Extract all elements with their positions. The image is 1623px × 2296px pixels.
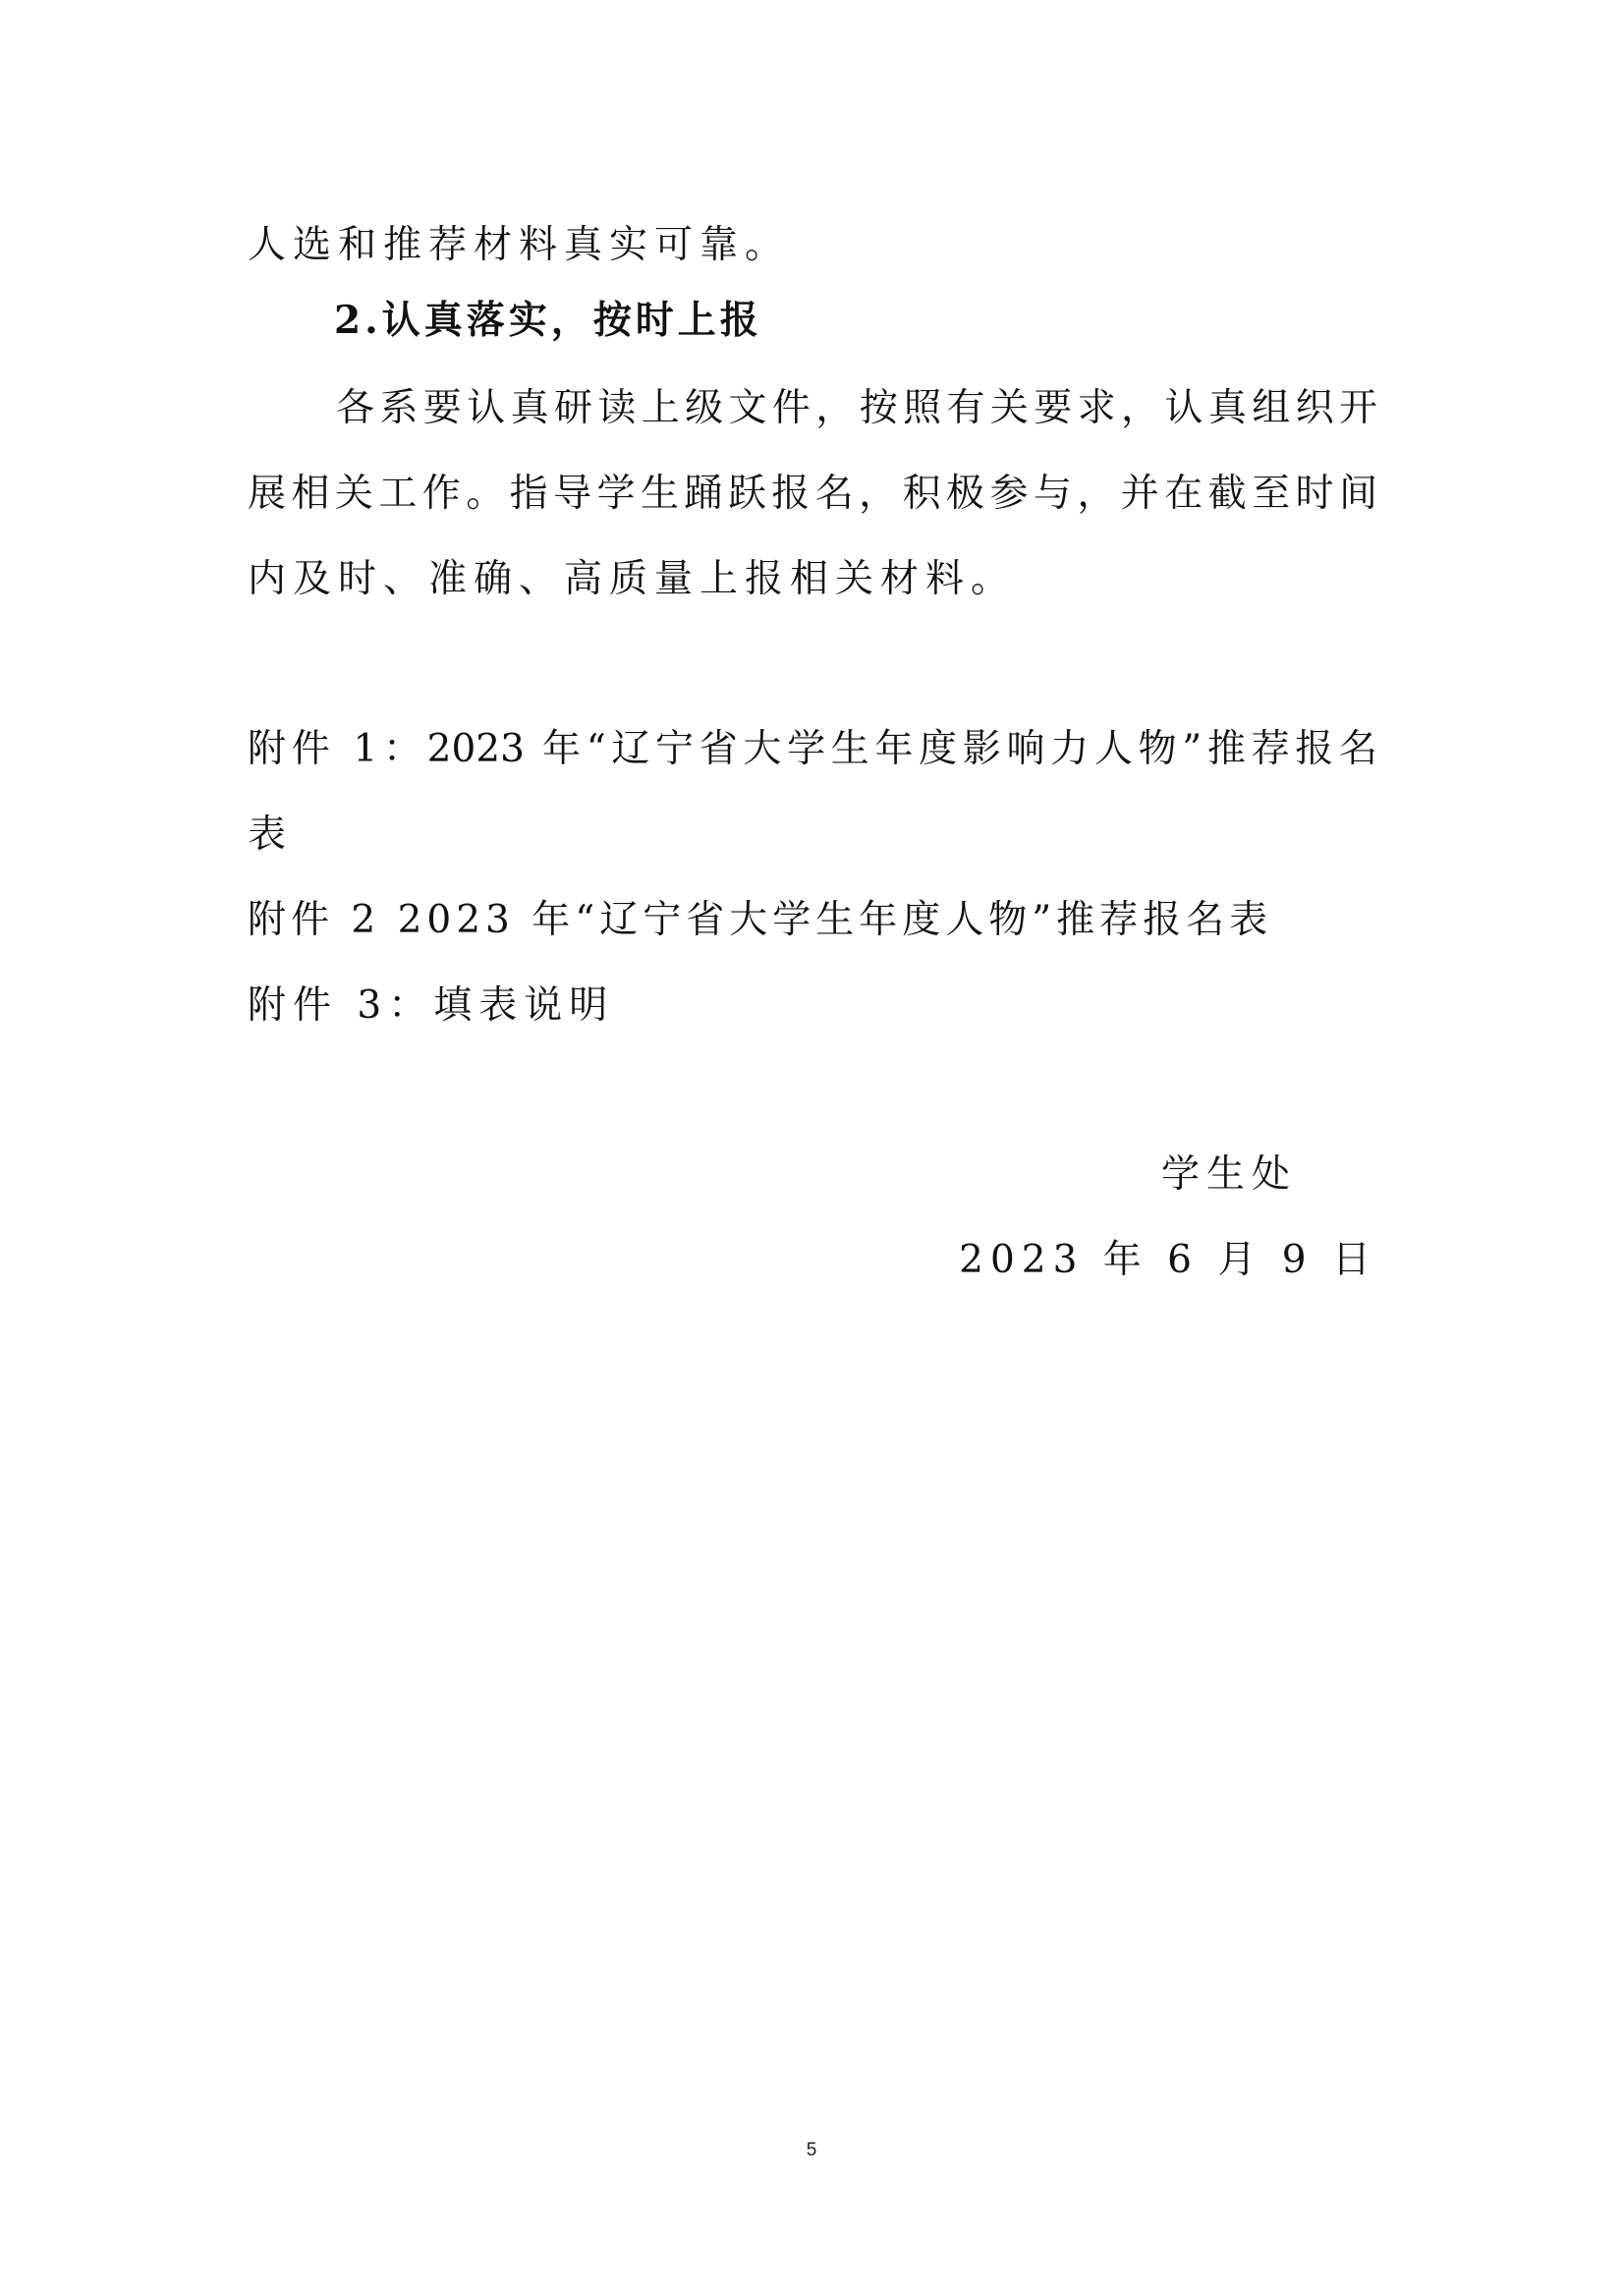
page-number: 5 [806, 2140, 817, 2160]
body-line-3: 内及时、准确、高质量上报相关材料。 [248, 557, 1017, 601]
issuer-signature: 学生处 [1160, 1152, 1297, 1197]
attachment-1: 附件 1：2023 年“辽宁省大学生年度影响力人物”推荐报名 [248, 727, 1377, 771]
attachment-1-continued: 表 [248, 812, 294, 857]
paragraph-tail: 人选和推荐材料真实可靠。 [248, 223, 791, 267]
attachment-3: 附件 3：填表说明 [248, 983, 615, 1028]
issue-date: 2023 年 6 月 9 日 [959, 1238, 1377, 1282]
attachment-2: 附件 2 2023 年“辽宁省大学生年度人物”推荐报名表 [248, 898, 1273, 942]
body-line-1: 各系要认真研读上级文件，按照有关要求，认真组织开 [336, 386, 1377, 430]
section-heading: 2.认真落实，按时上报 [334, 298, 762, 343]
body-line-2: 展相关工作。指导学生踊跃报名，积极参与，并在截至时间 [248, 472, 1377, 516]
